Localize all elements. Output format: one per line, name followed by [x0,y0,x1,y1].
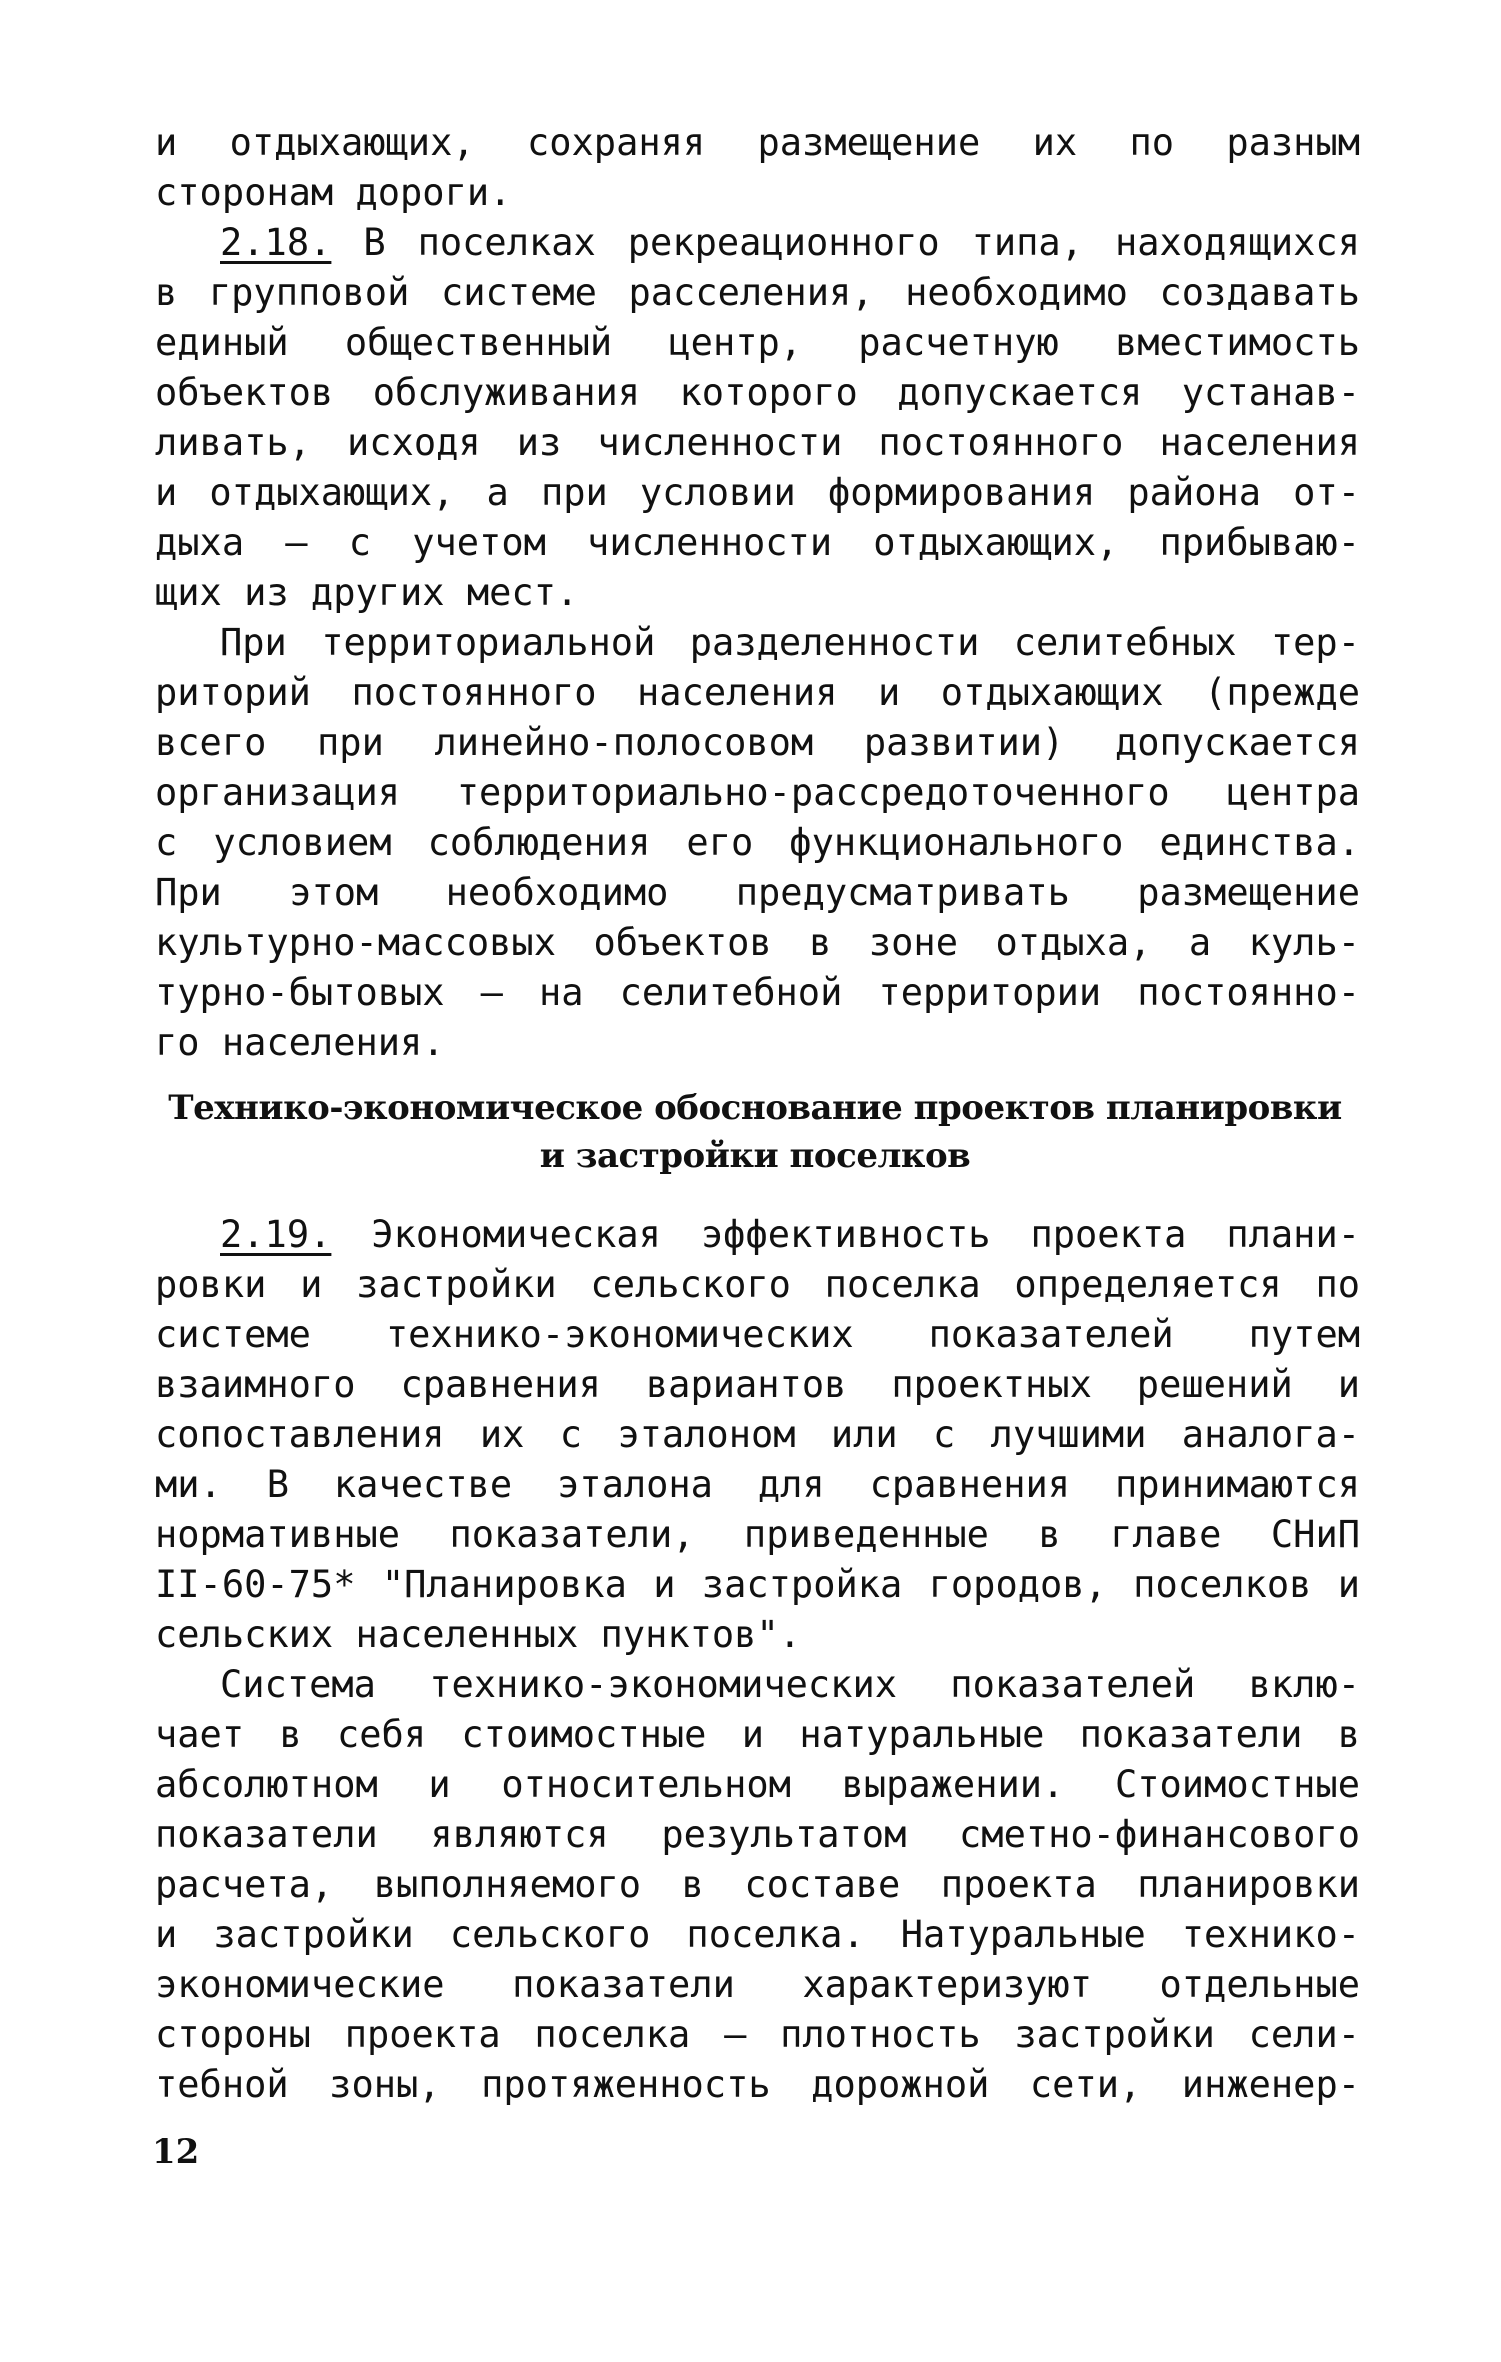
text-line: стороны проекта поселка – плотность застройки сели- [155,2013,1360,2056]
text-line: ми. В качестве эталона для сравнения принимаются [155,1463,1360,1506]
text-fragment: Экономическая эффективность проекта плани- [371,1213,1360,1256]
text-line: и отдыхающих, сохраняя размещение их по разным [155,121,1360,164]
clause-number-2-19: 2.19. [220,1213,332,1256]
page-number: 12 [152,2132,200,2172]
section-heading-line-1: Технико-экономическое обоснование проектов планировки [168,1088,1342,1128]
text-line: дыха – с учетом численности отдыхающих, прибываю- [155,521,1360,564]
text-line: риторий постоянного населения и отдыхающих (прежде [155,671,1360,714]
text-line: единый общественный центр, расчетную вместимость [155,321,1360,364]
paragraph-2-18-first-line [220,218,1360,268]
text-line: чает в себя стоимостные и натуральные показатели в [155,1713,1360,1756]
text-line: и отдыхающих, а при условии формирования района от- [155,471,1360,514]
text-line: При этом необходимо предусматривать размещение [155,871,1360,914]
paragraph-2-19-first-line [220,1210,1360,1260]
text-line: всего при линейно-полосовом развитии) допускается [155,721,1360,764]
text-line: организация территориально-рассредоточенного центра [155,771,1360,814]
text-line: При территориальной разделенности селитебных тер- [220,621,1360,664]
text-line: расчета, выполняемого в составе проекта планировки [155,1863,1360,1906]
text-line: показатели являются результатом сметно-финансового [155,1813,1360,1856]
text-line: и застройки сельского поселка. Натуральные технико- [155,1913,1360,1956]
text-line: II-60-75* "Планировка и застройка городов, поселков и [155,1563,1360,1606]
text-line: экономические показатели характеризуют отдельные [155,1963,1360,2006]
clause-number-2-18: 2.18. [220,221,332,264]
text-line: ровки и застройки сельского поселка определяется по [155,1263,1360,1306]
text-line: го населения. [155,1021,445,1064]
text-line: системе технико-экономических показателей путем [155,1313,1360,1356]
text-line: объектов обслуживания которого допускается устанав- [155,371,1360,414]
text-fragment: В поселках рекреационного типа, находящихся [363,221,1360,264]
text-line: с условием соблюдения его функционального единства. [155,821,1360,864]
text-line: сельских населенных пунктов". [155,1613,802,1656]
text-line: щих из других мест. [155,571,579,614]
text-line: ливать, исходя из численности постоянного населения [155,421,1360,464]
section-heading-line-2: и застройки поселков [539,1136,971,1176]
text-line: тебной зоны, протяженность дорожной сети, инженер- [155,2063,1360,2106]
text-line: Система технико-экономических показателей вклю- [220,1663,1360,1706]
text-line: турно-бытовых – на селитебной территории постоянно- [155,971,1360,1014]
text-line: культурно-массовых объектов в зоне отдыха, а куль- [155,921,1360,964]
text-line: сторонам дороги. [155,171,512,214]
text-line: сопоставления их с эталоном или с лучшими аналога- [155,1413,1360,1456]
text-line: абсолютном и относительном выражении. Стоимостные [155,1763,1360,1806]
text-line: взаимного сравнения вариантов проектных решений и [155,1363,1360,1406]
text-line: в групповой системе расселения, необходимо создавать [155,271,1360,314]
text-line: нормативные показатели, приведенные в главе СНиП [155,1513,1360,1556]
